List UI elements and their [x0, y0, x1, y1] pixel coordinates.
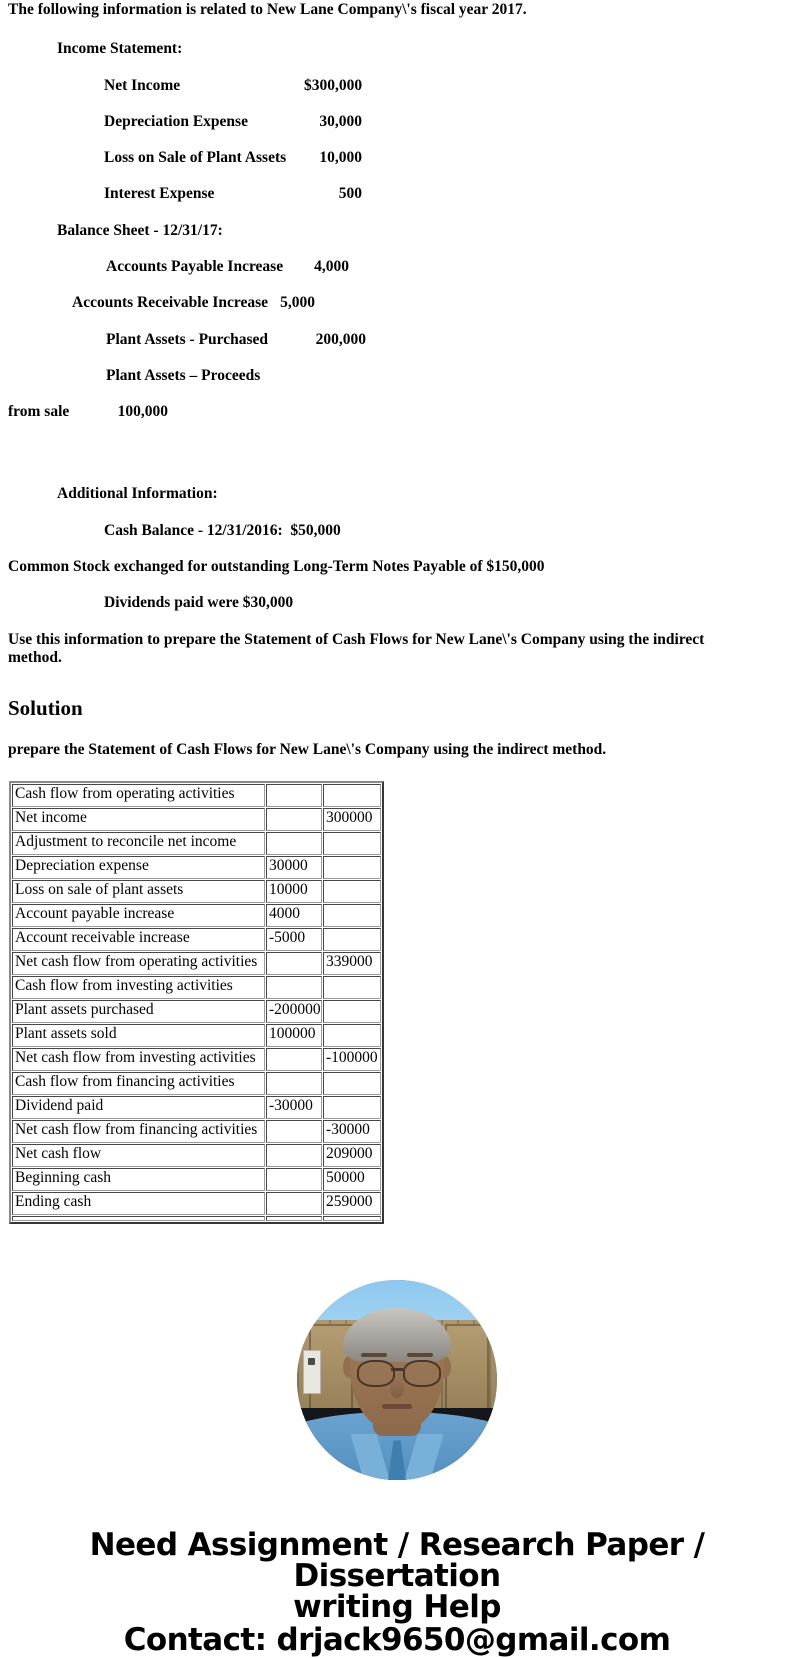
row-label: Cash flow from operating activities: [12, 784, 265, 807]
row-amount-col2: 100000: [266, 1024, 322, 1047]
table-row: [12, 832, 381, 855]
fact-value: 4,000: [314, 257, 349, 275]
table-row: [12, 976, 381, 999]
row-amount-col2: 30000: [266, 856, 322, 879]
row-amount-col2: [266, 952, 322, 975]
fact-row: [8, 403, 786, 421]
row-amount-col3: [323, 856, 381, 879]
table-row: [12, 808, 381, 831]
fact-value: 200,000: [315, 330, 366, 348]
row-amount-col3: [323, 880, 381, 903]
cash-flow-table-body: [12, 784, 381, 1221]
row-amount-col2: [266, 1048, 322, 1071]
table-row: [12, 880, 381, 903]
fact-label: Plant Assets - Purchased: [106, 330, 269, 348]
row-label: Cash flow from investing activities: [12, 976, 265, 999]
balance-sheet-list: [8, 367, 786, 385]
glasses-icon: [403, 1360, 441, 1387]
spacer-cell: [323, 1216, 381, 1221]
table-row: [12, 1192, 381, 1215]
fact-label: Accounts Payable Increase: [106, 257, 284, 275]
table-row: [12, 1000, 381, 1023]
glasses-bridge: [391, 1368, 403, 1371]
row-amount-col2: -30000: [266, 1096, 322, 1119]
table-row-spacer: [12, 1216, 381, 1221]
photo-wall-switch: [303, 1350, 321, 1394]
income-statement-list: [8, 113, 786, 131]
row-label: Beginning cash: [12, 1168, 265, 1191]
fact-value: $300,000: [304, 76, 363, 94]
promo-banner: [8, 1527, 786, 1658]
row-amount-col3: [323, 1072, 381, 1095]
solution-heading: Solution: [8, 696, 83, 721]
spacer-cell: [266, 1216, 322, 1221]
table-row: [12, 1048, 381, 1071]
table-row: [12, 1072, 381, 1095]
income-statement-list: [8, 149, 786, 167]
fact-label: Net Income: [104, 76, 181, 94]
row-amount-col2: 10000: [266, 880, 322, 903]
fact-value: 5,000: [280, 294, 315, 312]
fact-row: [72, 294, 786, 312]
row-amount-col2: 4000: [266, 904, 322, 927]
table-row: [12, 1096, 381, 1119]
row-amount-col3: [323, 1096, 381, 1119]
row-amount-col3: 259000: [323, 1192, 381, 1215]
fact-row: [106, 331, 786, 349]
row-amount-col2: [266, 1120, 322, 1143]
row-label: Cash flow from financing activities: [12, 1072, 265, 1095]
cash-flow-table-wrapper: [8, 781, 786, 1224]
balance-sheet-heading: Balance Sheet - 12/31/17:: [57, 221, 223, 239]
fact-row: [106, 258, 786, 276]
fact-value: 500: [338, 185, 362, 203]
portrait-row: [8, 1280, 786, 1480]
fact-row: [104, 149, 786, 167]
row-amount-col2: [266, 1192, 322, 1215]
row-label: Net cash flow: [12, 1144, 265, 1167]
income-statement-heading: Income Statement:: [57, 40, 183, 58]
row-amount-col3: -30000: [323, 1120, 381, 1143]
photo-eyebrow-left: [361, 1353, 387, 1357]
additional-info-item: Cash Balance - 12/31/2016: $50,000: [104, 521, 341, 539]
fact-value: 100,000: [117, 403, 168, 421]
row-amount-col2: -200000: [266, 1000, 322, 1023]
row-label: Plant assets purchased: [12, 1000, 265, 1023]
row-amount-col3: [323, 928, 381, 951]
row-amount-col2: [266, 784, 322, 807]
table-row: [12, 784, 381, 807]
fact-value: 10,000: [319, 149, 362, 167]
spacer-cell: [12, 1216, 265, 1221]
promo-contact-line: Contact: drjack9650@gmail.com: [123, 1622, 671, 1658]
row-amount-col3: 300000: [323, 808, 381, 831]
additional-information-heading: Additional Information:: [57, 485, 218, 503]
row-label: Account receivable increase: [12, 928, 265, 951]
row-amount-col3: 209000: [323, 1144, 381, 1167]
row-amount-col3: [323, 976, 381, 999]
photo-eyebrow-right: [407, 1353, 433, 1357]
row-amount-col3: [323, 832, 381, 855]
row-label: Dividend paid: [12, 1096, 265, 1119]
fact-row: [106, 367, 786, 385]
proceeds-continuation-row: [8, 403, 786, 421]
fact-row: [104, 185, 786, 203]
income-statement-list: [8, 185, 786, 203]
row-amount-col2: -5000: [266, 928, 322, 951]
table-row: [12, 856, 381, 879]
promo-line-1: Need Assignment / Research Paper / Dissertation: [89, 1527, 705, 1595]
fact-row: [104, 113, 786, 131]
fact-label: Interest Expense: [104, 185, 215, 203]
row-amount-col2: [266, 1072, 322, 1095]
row-label: Account payable increase: [12, 904, 265, 927]
instruction-paragraph: Use this information to prepare the Statement of Cash Flows for New Lane\'s Company using the indirect method.: [8, 630, 709, 666]
row-amount-col2: [266, 1168, 322, 1191]
row-amount-col3: 339000: [323, 952, 381, 975]
additional-info-item: Dividends paid were $30,000: [104, 594, 294, 612]
cash-flow-statement-table: [9, 781, 384, 1224]
photo-mouth: [382, 1404, 412, 1409]
row-label: Plant assets sold: [12, 1024, 265, 1047]
balance-sheet-list: [8, 331, 786, 349]
row-amount-col3: [323, 904, 381, 927]
row-amount-col3: [323, 1024, 381, 1047]
fact-value: 30,000: [319, 112, 362, 130]
promo-line-2: writing Help: [293, 1589, 501, 1626]
table-row: [12, 1144, 381, 1167]
row-amount-col2: [266, 832, 322, 855]
row-amount-col2: [266, 1144, 322, 1167]
row-label: Net income: [12, 808, 265, 831]
balance-sheet-list: [8, 258, 786, 276]
fact-label: from sale: [8, 403, 70, 421]
table-row: [12, 1120, 381, 1143]
fact-row: [104, 77, 786, 95]
avatar: [297, 1280, 497, 1480]
row-label: Depreciation expense: [12, 856, 265, 879]
fact-label: Plant Assets – Proceeds: [106, 366, 261, 384]
row-amount-col3: [323, 1000, 381, 1023]
table-row: [12, 928, 381, 951]
table-row: [12, 1024, 381, 1047]
row-amount-col3: -100000: [323, 1048, 381, 1071]
row-amount-col3: 50000: [323, 1168, 381, 1191]
balance-sheet-list: [8, 294, 786, 312]
table-row: [12, 904, 381, 927]
row-label: Net cash flow from financing activities: [12, 1120, 265, 1143]
additional-info-item: Common Stock exchanged for outstanding Long-Term Notes Payable of $150,000: [8, 557, 545, 575]
intro-paragraph: The following information is related to New Lane Company\'s fiscal year 2017.: [8, 1, 527, 18]
row-amount-col3: [323, 784, 381, 807]
solution-subheading: prepare the Statement of Cash Flows for New Lane\'s Company using the indirect method.: [8, 741, 607, 759]
row-label: Adjustment to reconcile net income: [12, 832, 265, 855]
table-row: [12, 1168, 381, 1191]
row-amount-col2: [266, 976, 322, 999]
fact-label: Loss on Sale of Plant Assets: [104, 149, 287, 167]
table-row: [12, 952, 381, 975]
row-amount-col2: [266, 808, 322, 831]
fact-label: Accounts Receivable Increase: [72, 294, 269, 312]
fact-label: Depreciation Expense: [104, 112, 248, 130]
row-label: Loss on sale of plant assets: [12, 880, 265, 903]
row-label: Net cash flow from operating activities: [12, 952, 265, 975]
row-label: Net cash flow from investing activities: [12, 1048, 265, 1071]
row-label: Ending cash: [12, 1192, 265, 1215]
income-statement-list: [8, 77, 786, 95]
photo-wood-panel-right: [445, 1324, 489, 1412]
